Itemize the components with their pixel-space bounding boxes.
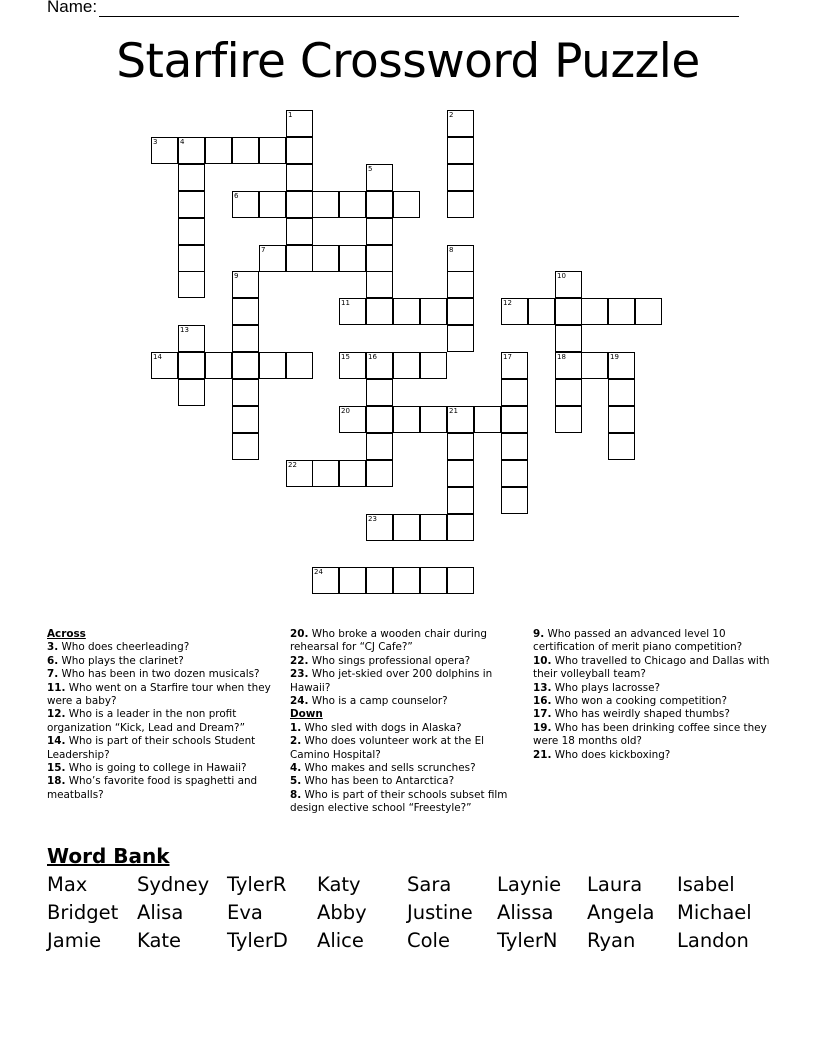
grid-cell[interactable] (178, 164, 205, 191)
clue-number: 11 (341, 299, 350, 307)
word-bank-item: Kate (137, 929, 182, 952)
grid-cell[interactable] (447, 191, 474, 218)
clue-text: Who went on a Starfire tour when they were a baby? (47, 681, 271, 708)
word-bank-title: Word Bank (47, 844, 170, 868)
grid-cell[interactable] (447, 110, 474, 137)
clue-item (290, 789, 522, 816)
clue-number-label: 7. (47, 668, 59, 681)
grid-cell[interactable] (393, 352, 420, 379)
clue-number: 20 (341, 407, 350, 415)
grid-cell[interactable] (312, 460, 339, 487)
clue-item (47, 708, 279, 735)
grid-cell[interactable] (555, 379, 582, 406)
clue-number: 6 (234, 192, 239, 200)
grid-cell[interactable] (259, 191, 286, 218)
word-bank-item: Max (47, 873, 88, 896)
word-bank-item: Alisa (137, 901, 184, 924)
clue-number: 5 (368, 165, 373, 173)
clue-number-label: 15. (47, 762, 66, 775)
clue-number-label: 8. (290, 788, 302, 801)
grid-cell[interactable] (178, 379, 205, 406)
clue-number-label: 22. (290, 654, 309, 667)
clue-number: 1 (288, 111, 293, 119)
clue-number: 22 (288, 461, 297, 469)
grid-cell[interactable] (608, 406, 635, 433)
grid-cell[interactable] (339, 406, 366, 433)
word-bank-item: Landon (677, 929, 749, 952)
grid-cell[interactable] (286, 110, 313, 137)
grid-cell[interactable] (393, 191, 420, 218)
word-bank-item: Eva (227, 901, 263, 924)
word-bank-item: Laura (587, 873, 643, 896)
clue-item (47, 735, 279, 762)
clue-item (533, 749, 773, 762)
clue-number-label: 17. (533, 708, 552, 721)
word-bank-item: Ryan (587, 929, 636, 952)
grid-cell[interactable] (232, 191, 259, 218)
clue-number-label: 11. (47, 681, 66, 694)
grid-cell[interactable] (339, 298, 366, 325)
grid-cell[interactable] (447, 298, 474, 325)
clue-text: Who plays the clarinet? (58, 654, 184, 667)
word-bank-item: Abby (317, 901, 367, 924)
grid-cell[interactable] (393, 298, 420, 325)
grid-cell[interactable] (232, 406, 259, 433)
clue-number-label: 10. (533, 654, 552, 667)
clue-number: 17 (503, 353, 512, 361)
clue-number-label: 18. (47, 775, 66, 788)
clue-item (47, 641, 279, 654)
clue-number-label: 21. (533, 748, 552, 761)
grid-cell[interactable] (366, 218, 393, 245)
grid-cell[interactable] (447, 325, 474, 352)
clues-column-1 (47, 628, 279, 802)
word-bank-item: Angela (587, 901, 655, 924)
clues-column-3 (533, 628, 773, 762)
word-bank-item: Alice (317, 929, 364, 952)
grid-cell[interactable] (608, 352, 635, 379)
clue-item (290, 775, 522, 788)
clue-number-label: 5. (290, 775, 302, 788)
clue-text: Who sings professional opera? (308, 654, 471, 667)
grid-cell[interactable] (474, 406, 501, 433)
clue-item (533, 695, 773, 708)
clue-number: 8 (449, 246, 454, 254)
grid-cell[interactable] (420, 352, 447, 379)
grid-cell[interactable] (635, 298, 662, 325)
grid-cell[interactable] (205, 352, 232, 379)
clue-number: 3 (153, 138, 158, 146)
grid-cell[interactable] (178, 191, 205, 218)
clue-item (47, 762, 279, 775)
clue-number: 23 (368, 515, 377, 523)
clue-number-label: 24. (290, 695, 309, 708)
clue-item (290, 762, 522, 775)
clue-text: Who is part of their schools subset film design elective school “Freestyle?” (290, 788, 508, 815)
grid-cell[interactable] (286, 164, 313, 191)
clue-text: Who has been drinking coffee since they were 18 months old? (533, 721, 767, 748)
grid-cell[interactable] (393, 406, 420, 433)
clue-text: Who has been to Antarctica? (301, 775, 455, 788)
clue-item (533, 655, 773, 682)
clue-text: Who has weirdly shaped thumbs? (551, 708, 730, 721)
clue-number-label: 12. (47, 708, 66, 721)
grid-cell[interactable] (259, 137, 286, 164)
word-bank-item: TylerR (227, 873, 287, 896)
clue-number-label: 16. (533, 695, 552, 708)
word-bank-item: Justine (407, 901, 473, 924)
word-bank-item: Isabel (677, 873, 735, 896)
clue-item (290, 735, 522, 762)
grid-cell[interactable] (178, 245, 205, 272)
name-label: Name: (47, 0, 98, 16)
clue-number-label: 1. (290, 721, 302, 734)
grid-cell[interactable] (339, 245, 366, 272)
clue-number-label: 14. (47, 735, 66, 748)
grid-cell[interactable] (232, 298, 259, 325)
grid-cell[interactable] (581, 298, 608, 325)
clue-item (47, 682, 279, 709)
clue-number-label: 20. (290, 628, 309, 640)
grid-cell[interactable] (366, 379, 393, 406)
grid-cell[interactable] (366, 191, 393, 218)
grid-cell[interactable] (447, 567, 474, 594)
grid-cell[interactable] (286, 137, 313, 164)
clue-section-heading: Across (47, 628, 86, 640)
grid-cell[interactable] (232, 325, 259, 352)
grid-cell[interactable] (420, 406, 447, 433)
word-bank-item: Sydney (137, 873, 210, 896)
word-bank-item: Laynie (497, 873, 562, 896)
word-bank-item: Cole (407, 929, 450, 952)
grid-cell[interactable] (447, 514, 474, 541)
grid-cell[interactable] (259, 245, 286, 272)
clue-item (290, 695, 522, 708)
clue-text: Who does cheerleading? (58, 641, 190, 654)
clue-text: Who does volunteer work at the El Camino Hospital? (290, 735, 485, 761)
grid-cell[interactable] (366, 245, 393, 272)
grid-cell[interactable] (501, 460, 528, 487)
grid-cell[interactable] (501, 433, 528, 460)
grid-cell[interactable] (366, 433, 393, 460)
clue-text: Who makes and sells scrunches? (301, 762, 476, 775)
clue-number-label: 13. (533, 681, 552, 694)
grid-cell[interactable] (151, 137, 178, 164)
clue-number-label: 23. (290, 668, 309, 681)
grid-cell[interactable] (339, 191, 366, 218)
grid-cell[interactable] (366, 271, 393, 298)
word-bank-item: Sara (407, 873, 452, 896)
clue-number: 4 (180, 138, 185, 146)
grid-cell[interactable] (232, 379, 259, 406)
grid-cell[interactable] (608, 379, 635, 406)
grid-cell[interactable] (581, 352, 608, 379)
clue-item (290, 722, 522, 735)
grid-cell[interactable] (178, 137, 205, 164)
word-bank-item: Jamie (47, 929, 102, 952)
clue-number: 15 (341, 353, 350, 361)
clue-text: Who is part of their schools Student Leadership? (47, 735, 256, 761)
grid-cell[interactable] (312, 191, 339, 218)
clue-text: Who passed an advanced level 10 certification of merit piano competition? (533, 628, 743, 654)
clue-number-label: 9. (533, 628, 545, 640)
grid-cell[interactable] (339, 460, 366, 487)
clue-text: Who jet-skied over 200 dolphins in Hawaii? (290, 668, 493, 694)
clue-section-heading: Down (290, 708, 323, 721)
clue-number: 13 (180, 326, 189, 334)
grid-cell[interactable] (420, 567, 447, 594)
grid-cell[interactable] (232, 137, 259, 164)
grid-cell[interactable] (447, 487, 474, 514)
grid-cell[interactable] (447, 245, 474, 272)
grid-cell[interactable] (501, 298, 528, 325)
grid-cell[interactable] (232, 433, 259, 460)
grid-cell[interactable] (232, 271, 259, 298)
grid-cell[interactable] (608, 433, 635, 460)
grid-cell[interactable] (393, 567, 420, 594)
grid-cell[interactable] (366, 164, 393, 191)
grid-cell[interactable] (555, 271, 582, 298)
clue-text: Who’s favorite food is spaghetti and meatballs? (47, 775, 258, 801)
word-bank-item: Bridget (47, 901, 119, 924)
grid-cell[interactable] (366, 567, 393, 594)
grid-cell[interactable] (447, 164, 474, 191)
clue-number-label: 3. (47, 641, 59, 654)
grid-cell[interactable] (608, 298, 635, 325)
grid-cell[interactable] (339, 567, 366, 594)
clue-text: Who broke a wooden chair during rehearsal for “CJ Cafe?” (290, 628, 487, 654)
grid-cell[interactable] (555, 325, 582, 352)
clue-text: Who is a camp counselor? (308, 695, 448, 708)
clue-text: Who travelled to Chicago and Dallas with their volleyball team? (533, 654, 770, 681)
grid-cell[interactable] (366, 352, 393, 379)
grid-cell[interactable] (555, 352, 582, 379)
word-bank-item: Katy (317, 873, 361, 896)
grid-cell[interactable] (366, 298, 393, 325)
grid-cell[interactable] (447, 433, 474, 460)
grid-cell[interactable] (501, 379, 528, 406)
grid-cell[interactable] (205, 137, 232, 164)
grid-cell[interactable] (312, 567, 339, 594)
grid-cell[interactable] (393, 514, 420, 541)
clue-number: 19 (610, 353, 619, 361)
grid-cell[interactable] (447, 406, 474, 433)
clue-number-label: 4. (290, 762, 302, 775)
clue-number: 12 (503, 299, 512, 307)
clue-item (47, 775, 279, 802)
grid-cell[interactable] (178, 218, 205, 245)
grid-cell[interactable] (420, 514, 447, 541)
grid-cell[interactable] (286, 218, 313, 245)
grid-cell[interactable] (259, 352, 286, 379)
grid-cell[interactable] (286, 245, 313, 272)
clue-item (290, 628, 522, 655)
clue-number: 7 (261, 246, 266, 254)
clue-number: 18 (557, 353, 566, 361)
clue-text: Who has been in two dozen musicals? (58, 668, 260, 681)
clue-number: 24 (314, 568, 323, 576)
grid-cell[interactable] (555, 298, 582, 325)
clue-text: Who is a leader in the non profit organization “Kick, Lead and Dream?” (47, 708, 245, 734)
clue-item (47, 655, 279, 668)
grid-cell[interactable] (501, 406, 528, 433)
grid-cell[interactable] (232, 352, 259, 379)
clue-item (533, 708, 773, 721)
clue-number-label: 19. (533, 721, 552, 734)
clue-item (290, 655, 522, 668)
grid-cell[interactable] (528, 298, 555, 325)
grid-cell[interactable] (447, 271, 474, 298)
clue-number: 9 (234, 272, 239, 280)
clue-number: 14 (153, 353, 162, 361)
grid-cell[interactable] (151, 352, 178, 379)
page-title: Starfire Crossword Puzzle (116, 34, 700, 89)
clue-text: Who plays lacrosse? (551, 681, 661, 694)
grid-cell[interactable] (178, 352, 205, 379)
grid-cell[interactable] (286, 352, 313, 379)
clue-item (290, 668, 522, 695)
clue-text: Who sled with dogs in Alaska? (301, 721, 462, 734)
clue-number-label: 2. (290, 735, 302, 748)
clue-number: 2 (449, 111, 454, 119)
grid-cell[interactable] (420, 298, 447, 325)
word-bank-item: TylerN (497, 929, 558, 952)
clue-text: Who does kickboxing? (551, 748, 671, 761)
grid-cell[interactable] (286, 191, 313, 218)
grid-cell[interactable] (447, 137, 474, 164)
clue-item (47, 668, 279, 681)
word-bank-item: Alissa (497, 901, 554, 924)
clue-text: Who won a cooking competition? (551, 695, 728, 708)
clue-text: Who is going to college in Hawaii? (65, 762, 247, 775)
clue-number-label: 6. (47, 654, 59, 667)
word-bank-item: Michael (677, 901, 752, 924)
grid-cell[interactable] (555, 406, 582, 433)
clue-number: 21 (449, 407, 458, 415)
grid-cell[interactable] (339, 352, 366, 379)
clue-number: 16 (368, 353, 377, 361)
word-bank-item: TylerD (227, 929, 288, 952)
grid-cell[interactable] (501, 352, 528, 379)
clues-column-2 (290, 628, 522, 816)
grid-cell[interactable] (366, 514, 393, 541)
grid-cell[interactable] (178, 271, 205, 298)
grid-cell[interactable] (447, 460, 474, 487)
grid-cell[interactable] (366, 460, 393, 487)
grid-cell[interactable] (501, 487, 528, 514)
grid-cell[interactable] (312, 245, 339, 272)
clue-item (533, 682, 773, 695)
grid-cell[interactable] (286, 460, 313, 487)
clue-item (533, 722, 773, 749)
clue-number: 10 (557, 272, 566, 280)
grid-cell[interactable] (366, 406, 393, 433)
grid-cell[interactable] (178, 325, 205, 352)
clue-item (533, 628, 773, 655)
